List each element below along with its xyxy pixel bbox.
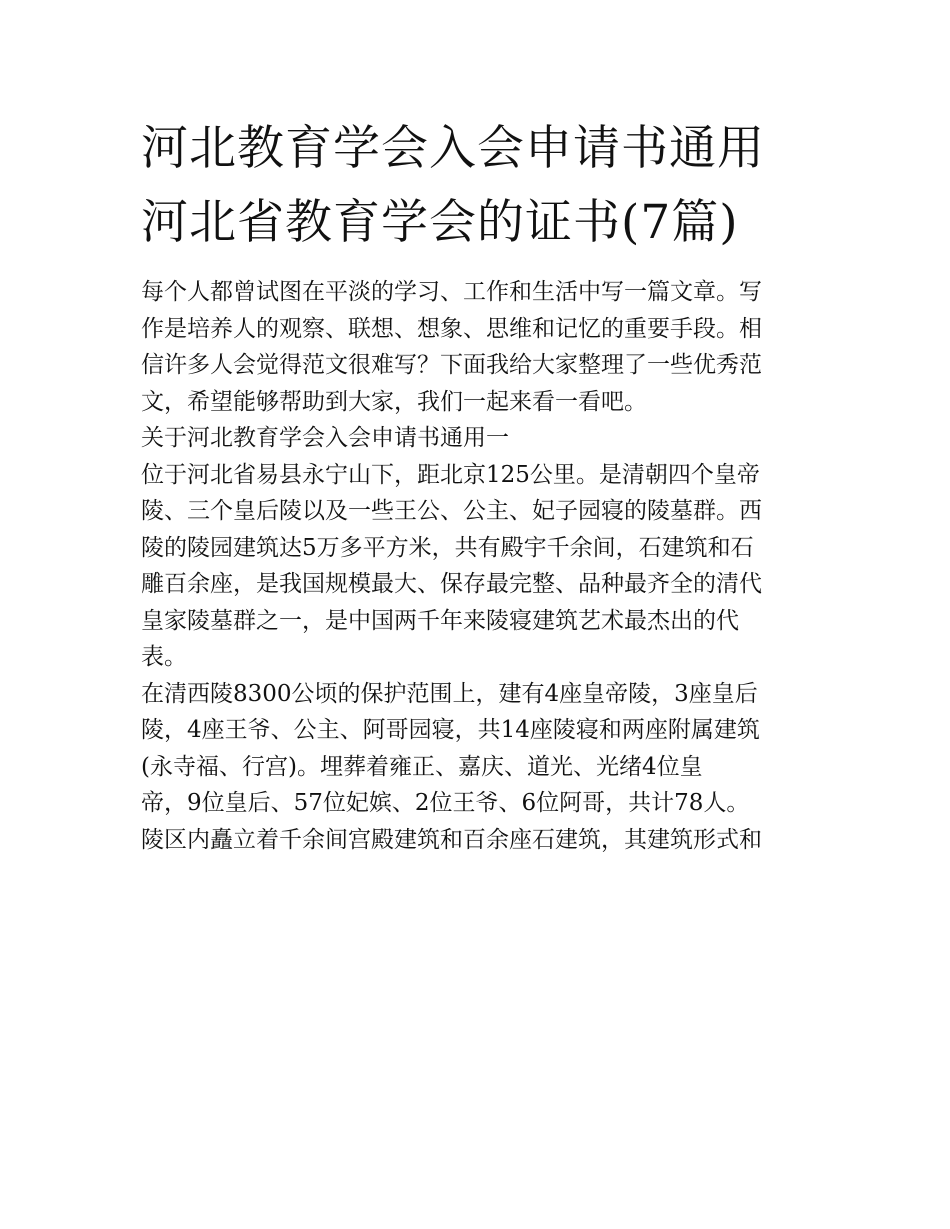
title-line: 河北教育学会入会申请书通用 — [141, 121, 765, 176]
text-line: 每个人都曾试图在平淡的学习、工作和生活中写一篇文章。写 — [141, 279, 762, 305]
section-heading: 关于河北教育学会入会申请书通用一 — [141, 425, 509, 451]
document-body — [141, 274, 821, 858]
document-title — [141, 112, 821, 260]
text-line: 表。 — [141, 644, 187, 670]
text-line: 雕百余座，是我国规模最大、保存最完整、品种最齐全的清代 — [141, 571, 762, 597]
document-page — [141, 112, 821, 858]
text-line: 帝，9位皇后、57位妃嫔、2位王爷、6位阿哥，共计78人。 — [141, 790, 750, 816]
text-line: 信许多人会觉得范文很难写？下面我给大家整理了一些优秀范 — [141, 352, 762, 378]
text-line: 陵，4座王爷、公主、阿哥园寝，共14座陵寝和两座附属建筑 — [141, 717, 760, 743]
title-line: 河北省教育学会的证书(7篇) — [141, 195, 739, 250]
text-line: 陵、三个皇后陵以及一些王公、公主、妃子园寝的陵墓群。西 — [141, 498, 762, 524]
text-line: 在清西陵8300公顷的保护范围上，建有4座皇帝陵，3座皇后 — [141, 680, 758, 707]
text-line: 文，希望能够帮助到大家，我们一起来看一看吧。 — [141, 388, 647, 415]
text-line: 位于河北省易县永宁山下，距北京125公里。是清朝四个皇帝 — [141, 461, 760, 488]
text-line: 作是培养人的观察、联想、想象、思维和记忆的重要手段。相 — [141, 315, 762, 342]
text-line: 陵的陵园建筑达5万多平方米，共有殿宇千余间，石建筑和石 — [141, 534, 754, 561]
text-line: 皇家陵墓群之一，是中国两千年来陵寝建筑艺术最杰出的代 — [141, 607, 739, 634]
text-line: 陵区内矗立着千余间宫殿建筑和百余座石建筑，其建筑形式和 — [141, 826, 762, 853]
text-line: (永寺福、行宫)。埋葬着雍正、嘉庆、道光、光绪4位皇 — [141, 753, 703, 780]
